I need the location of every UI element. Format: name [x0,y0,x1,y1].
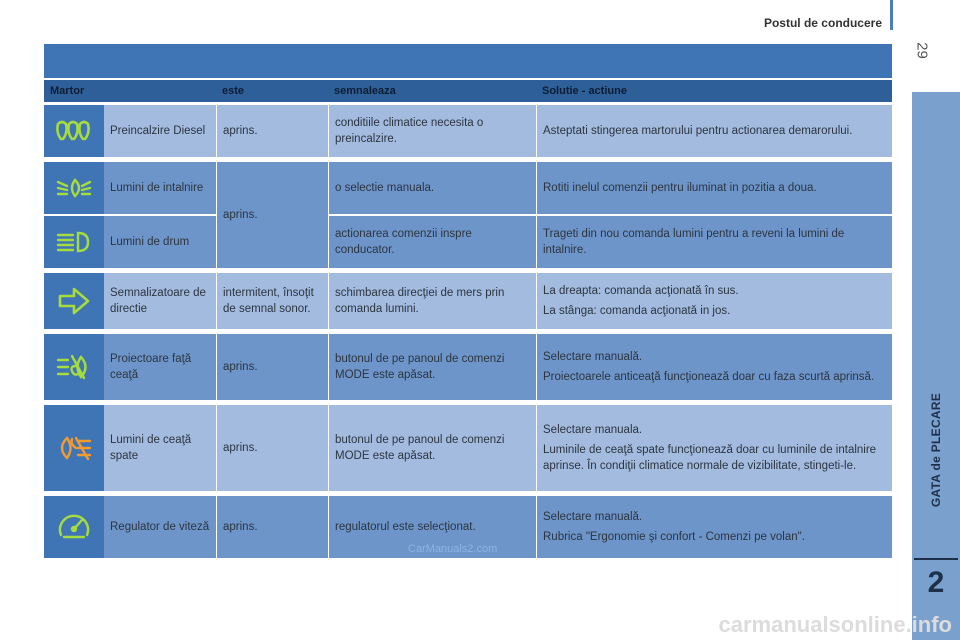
action-text: Asteptati stingerea martorului pentru actionarea demarorului. [543,125,853,137]
front-fog-icon [44,334,104,400]
lamp-signals: schimbarea direcţiei de mers prin comanda lumini. [328,273,536,329]
lamp-state: aprins. [216,334,328,400]
chapter-divider [914,558,958,560]
speed-regulator-icon [44,496,104,558]
footer-watermark: carmanualsonline.info [718,612,952,637]
page-number: 29 [913,42,931,59]
lamp-signals: butonul de pe panoul de comenzi MODE este apăsat. [328,334,536,400]
indicator-arrow-icon [44,273,104,329]
lamp-action [536,405,892,491]
table-row [44,405,892,491]
action-text: Rotiti inelul comenzii pentru iluminat in pozitia a doua. [543,182,817,194]
lamp-signals: butonul de pe panoul de comenzi MODE este apăsat. [328,405,536,491]
action-text: Selectare manuala. [543,424,643,436]
table-title-band [44,44,892,78]
lamp-state: aprins. [216,405,328,491]
lamp-state: aprins. [216,496,328,558]
lamp-state: intermitent, însoţit de semnal sonor. [216,273,328,329]
lamp-action [536,273,892,329]
action-text: Selectare manuală. [543,511,643,523]
lamp-name: Semnalizatoare de directie [104,273,216,329]
glow-plug-icon [44,105,104,157]
header-este: este [222,85,245,97]
lamp-name: Lumini de ceaţă spate [104,405,216,491]
header-rule [890,0,893,30]
table-row-group-lights [44,162,892,268]
lamp-signals: o selectie manuala. [328,162,536,214]
chapter-label [912,340,960,560]
lamp-action [536,162,892,214]
lamp-name: Lumini de drum [104,216,216,268]
chapter-number: 2 [927,566,945,599]
table-row [44,105,892,157]
rear-fog-icon [44,405,104,491]
lamp-signals: regulatorul este selecţionat. [328,496,536,558]
lamp-action [536,496,892,558]
lamp-action [536,105,892,157]
table-row [44,273,892,329]
action-text: Luminile de ceaţă spate funcţionează doar cu luminile de intalnire aprinse. În condiţii climatice normale de vizibilitate, stingeti-le. [543,444,877,472]
table-header-row [44,80,892,102]
table-row [44,334,892,400]
header-solutie: Solutie - actiune [542,85,627,97]
lamp-name: Preincalzire Diesel [104,105,216,157]
dipped-beam-icon [44,162,104,214]
action-text: La stânga: comanda acţionată in jos. [543,305,731,317]
header-semnaleaza: semnaleaza [334,85,396,97]
lamp-name: Regulator de viteză [104,496,216,558]
watermark-link[interactable]: CarManuals2.com [408,543,498,555]
action-text: Rubrica "Ergonomie şi confort - Comenzi pe volan". [543,531,805,543]
action-text: La dreapta: comanda acţionată în sus. [543,285,739,297]
lamp-action [536,216,892,268]
lamp-name: Proiectoare faţă ceaţă [104,334,216,400]
action-text: Selectare manuală. [543,351,643,363]
lamp-signals: actionarea comenzii inspre conducator. [328,216,536,268]
header-martor: Martor [50,85,85,97]
main-beam-icon [44,216,104,268]
action-text: Trageti din nou comanda lumini pentru a reveni la lumini de intalnire. [543,228,845,256]
lamp-state: aprins. [216,105,328,157]
warning-lamps-table [44,44,892,558]
lamp-state: aprins. [216,162,328,268]
lamp-signals: conditiile climatice necesita o preincalzire. [328,105,536,157]
action-text: Proiectoarele anticeaţă funcţionează doar cu faza scurtă aprinsă. [543,371,875,383]
chapter-label-text: GATA de PLECARE [929,392,943,508]
section-title: Postul de conducere [763,16,882,30]
lamp-name: Lumini de intalnire [104,162,216,214]
lamp-action [536,334,892,400]
